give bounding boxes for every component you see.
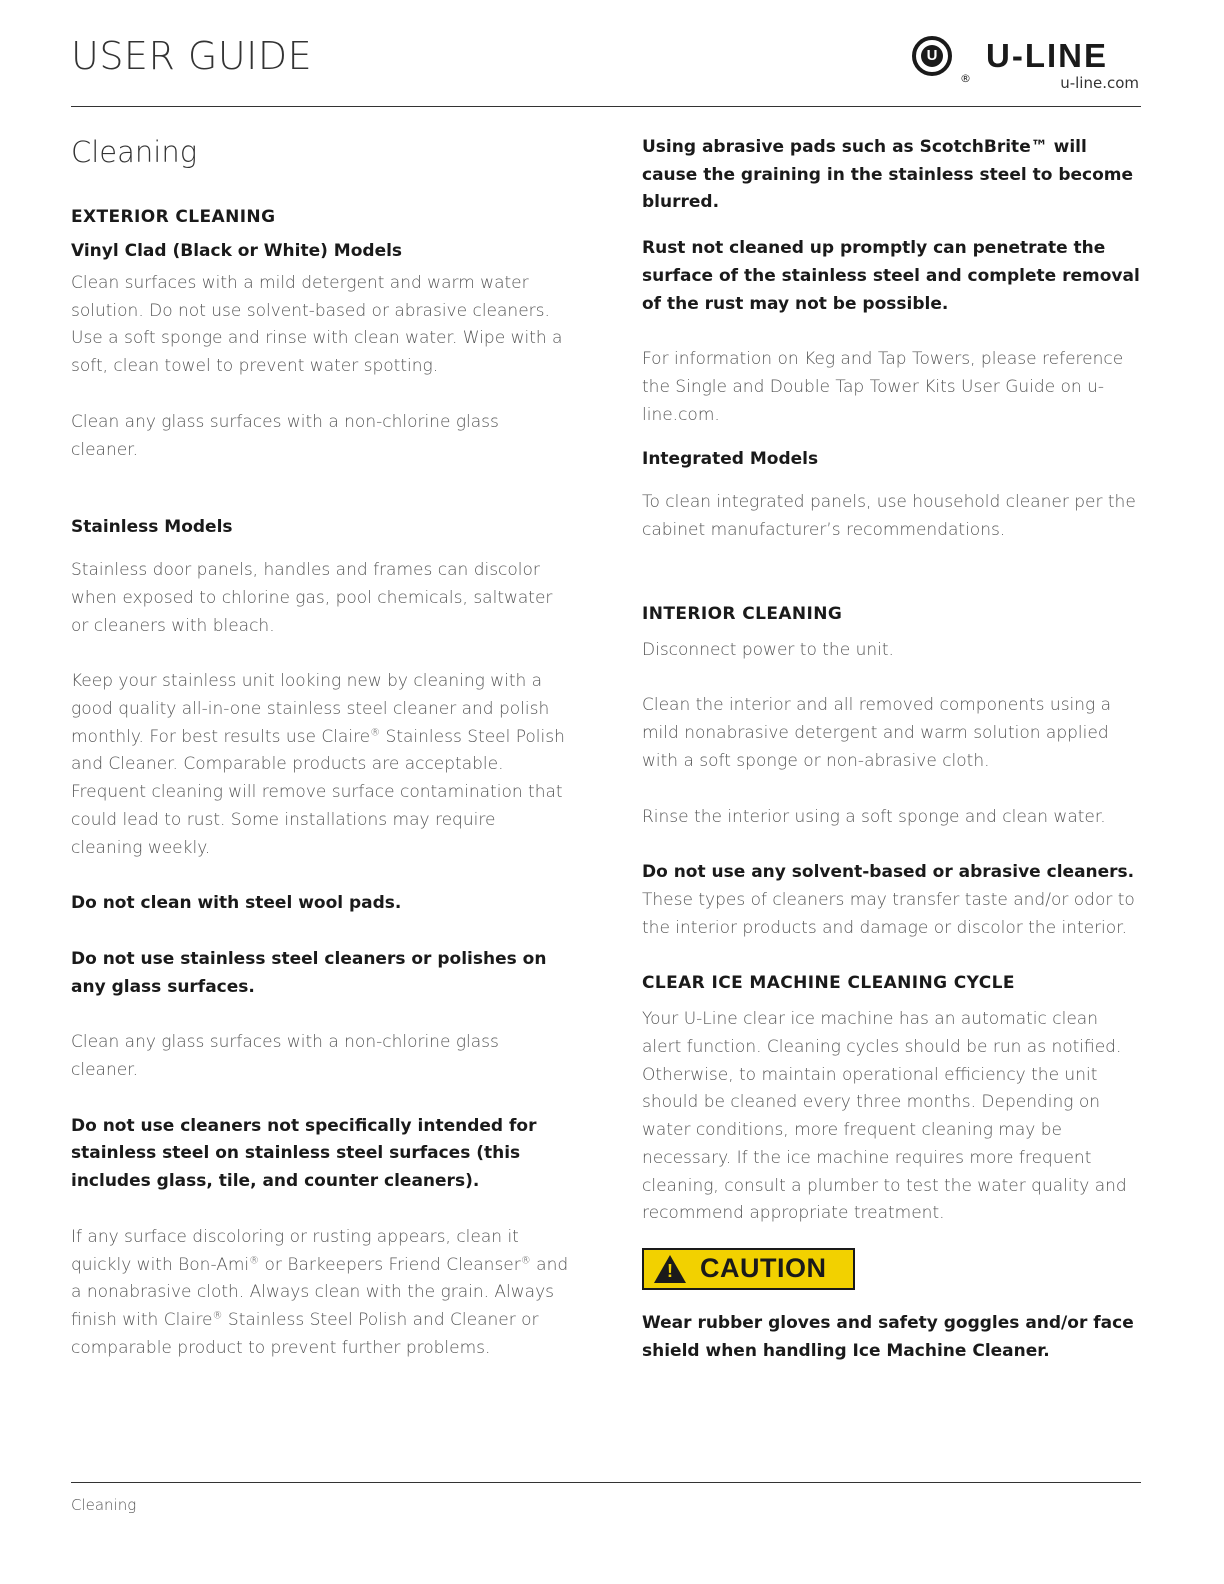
stainless-paragraph-4: If any surface discoloring or rusting appears, clean it quickly with Bon-Ami® or Barkeepers Friend Cleanser® and a nonabrasive cloth. Always clean with the grain. Always finish with Claire® Stainless Steel Polish and Cleaner or comparable product to prevent further problems. (71, 1226, 569, 1358)
interior-paragraph-2: Clean the interior and all removed components using a mild nonabrasive detergent and warm solution applied with a soft sponge or non-abrasive cloth. (642, 695, 1112, 771)
warning-abrasive-pads: Using abrasive pads such as ScotchBrite™ will cause the graining in the stainless steel to become blurred. (642, 137, 1134, 213)
brand-logo (912, 34, 1142, 94)
warning-glass-surfaces: Do not use stainless steel cleaners or polishes on any glass surfaces. (71, 948, 547, 997)
u-line-logo-icon: U (912, 36, 952, 76)
logo-url: u-line.com (1060, 74, 1139, 92)
caution-text: Wear rubber gloves and safety goggles and/or face shield when handling Ice Machine Cleaner. (642, 1312, 1134, 1361)
stainless-paragraph-2: Keep your stainless unit looking new by cleaning with a good quality all-in-one stainless steel cleaner and polish monthly. For best results use Claire® Stainless Steel Polish and Cleaner. Comparable products are acceptable. Frequent cleaning will remove surface contamination that could lead to rust. Some installations may require cleaning weekly. (71, 671, 565, 858)
vinyl-paragraph-2: Clean any glass surfaces with a non-chlorine glass cleaner. (71, 411, 499, 460)
logo-registered-mark: ® (960, 72, 971, 85)
interior-paragraph-3: Rinse the interior using a soft sponge and clean water. (642, 806, 1106, 827)
warning-triangle-icon: ! (654, 1255, 686, 1283)
interior-paragraph-4: Do not use any solvent-based or abrasive cleaners. These types of cleaners may transfer taste and/or odor to the interior products and damage or discolor the interior. (642, 862, 1135, 938)
integrated-paragraph: To clean integrated panels, use household cleaner per the cabinet manufacturer’s recommendations. (642, 492, 1136, 541)
page-title: USER GUIDE (71, 34, 313, 78)
caution-badge (642, 1248, 855, 1290)
left-column (71, 134, 571, 1362)
warning-steel-wool: Do not clean with steel wool pads. (71, 893, 402, 914)
vinyl-paragraph-1: Clean surfaces with a mild detergent and warm water solution. Do not use solvent-based or abrasive cleaners. Use a soft sponge and rinse with clean water. Wipe with a soft, clean towel to prevent water spotting. (71, 273, 563, 377)
stainless-models-heading: Stainless Models (71, 517, 233, 538)
warning-specific-cleaners: Do not use cleaners not specifically intended for stainless steel on stainless steel surfaces (this includes glass, tile, and counter cleaners). (71, 1115, 537, 1192)
header-divider (71, 106, 1141, 107)
warning-rust: Rust not cleaned up promptly can penetrate the surface of the stainless steel and complete removal of the rust may not be possible. (642, 238, 1140, 314)
tap-tower-info: For information on Keg and Tap Towers, please reference the Single and Double Tap Tower Kits User Guide on u-line.com. (642, 349, 1124, 425)
interior-paragraph-1: Disconnect power to the unit. (642, 639, 894, 660)
caution-label: CAUTION (700, 1253, 827, 1284)
logo-wordmark: U-LINE (986, 37, 1108, 74)
exterior-cleaning-heading: EXTERIOR CLEANING (71, 207, 276, 227)
clear-ice-heading: CLEAR ICE MACHINE CLEANING CYCLE (642, 973, 1015, 994)
integrated-models-heading: Integrated Models (642, 449, 819, 470)
clear-ice-paragraph: Your U-Line clear ice machine has an automatic clean alert function. Cleaning cycles should be run as notified. Otherwise, to maintain operational efficiency the unit should be cleaned every three months. Depending on water conditions, more frequent cleaning may be necessary. If the ice machine requires more frequent cleaning, consult a plumber to test the water quality and recommend appropriate treatment. (642, 1009, 1127, 1224)
interior-cleaning-heading: INTERIOR CLEANING (642, 603, 843, 624)
vinyl-models-heading: Vinyl Clad (Black or White) Models (71, 241, 403, 261)
stainless-paragraph-3: Clean any glass surfaces with a non-chlorine glass cleaner. (71, 1032, 499, 1081)
right-column (642, 134, 1142, 1365)
stainless-paragraph-1: Stainless door panels, handles and frames can discolor when exposed to chlorine gas, pool chemicals, saltwater or cleaners with bleach. (71, 560, 553, 636)
section-title: Cleaning (71, 135, 198, 169)
footer-divider (71, 1482, 1141, 1483)
footer-label: Cleaning (71, 1496, 137, 1514)
